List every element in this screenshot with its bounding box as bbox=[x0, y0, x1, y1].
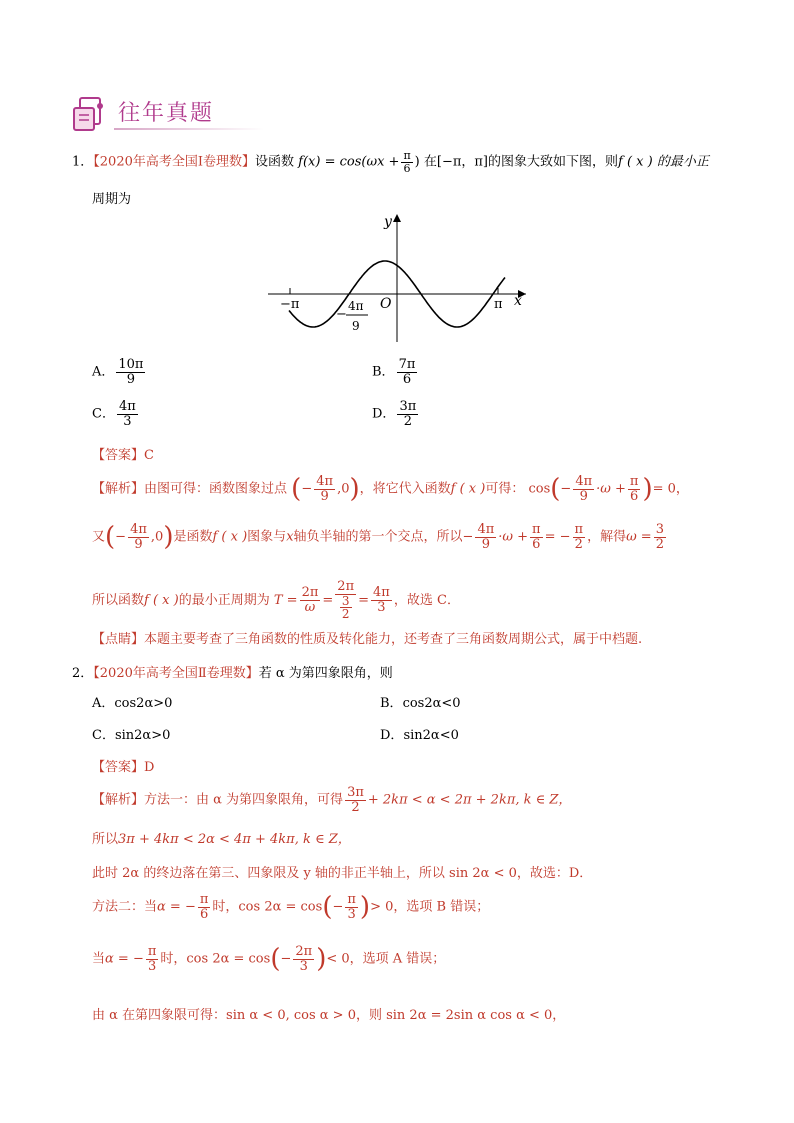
pi-label: π bbox=[494, 297, 503, 312]
opt-letter: B． bbox=[380, 696, 403, 711]
m5-pre: 当 bbox=[92, 951, 106, 967]
origin-label: O bbox=[380, 296, 392, 312]
q1-option-d[interactable] bbox=[372, 400, 420, 428]
opt-letter: B． bbox=[372, 364, 395, 380]
answer-tag: 【答案】 bbox=[92, 448, 145, 463]
opt-num: 7π bbox=[398, 357, 416, 372]
m4-mid: 时，cos 2α = cos bbox=[212, 899, 323, 915]
answer-value: D bbox=[144, 760, 155, 775]
q1-analysis-line1: 【解析】由图可得：函数图象过点 (− $\frac{4\pi}{9}$ ,0)，将它代入函数f ( x )可得： cos(− $\frac{4\pi}{9}$ ·ω + $\frac{\pi}{6}$ )= 0， bbox=[92, 473, 689, 504]
q2-stem-text: 若 α 为第四象限角，则 bbox=[258, 666, 393, 681]
opt-den: 9 bbox=[126, 371, 136, 387]
q2-option-c[interactable] bbox=[92, 724, 170, 743]
q1-comment bbox=[92, 628, 642, 647]
zero-sign: − bbox=[336, 307, 347, 322]
a2: ，将它代入函数 bbox=[359, 481, 451, 497]
a4: 可得： bbox=[485, 481, 525, 497]
opt-letter: D． bbox=[380, 728, 404, 743]
q1-stem-c: f ( x ) 的最小正 bbox=[618, 154, 709, 170]
analysis-tag: 【解析】 bbox=[92, 792, 145, 808]
x-label: x bbox=[514, 293, 522, 309]
q1-analysis-line2: 又(− $\frac{4\pi}{9}$ ,0)是函数f ( x )图象与x轴负半轴的第一个交点，所以− $\frac{4\pi}{9}$ ·ω + $\frac{\pi}{6}$ = − $\frac{\pi}{2}$ ，解得ω = $\frac{3}{2}$ bbox=[92, 521, 664, 552]
q2-method1-line3: 此时 2α 的终边落在第三、四象限及 y 轴的非正半轴上，所以 sin 2α < 0，故选：D． bbox=[92, 866, 593, 881]
q2-method2-line2: 当α = − $\frac{\pi}{3}$ 时，cos 2α = cos(− $\frac{2\pi}{3}$ )< 0，选项 A 错误； bbox=[92, 943, 446, 974]
c2: f ( x ) bbox=[144, 592, 179, 608]
b5: x bbox=[286, 529, 294, 545]
comment-tag: 【点睛】 bbox=[92, 632, 145, 647]
q1-option-c[interactable] bbox=[92, 400, 140, 428]
zero-num: 4π bbox=[348, 299, 364, 313]
opt-text: cos2α>0 bbox=[114, 696, 173, 711]
q1-analysis-line3: 所以函数f ( x )的最小正周期为 T = $\frac{2\pi}{\omega}$ = $\frac{2\pi}{\frac{3}{2}}$ = $\frac{4\pi}{3}$ ，故选 C． bbox=[92, 579, 460, 622]
section-underline bbox=[114, 128, 264, 130]
q2-method1-line1: 【解析】方法一：由 α 为第四象限角，可得 $\frac{3\pi}{2}$ + 2kπ < α < 2π + 2kπ, k ∈ Z， bbox=[92, 785, 572, 815]
c1: 所以函数 bbox=[92, 592, 145, 608]
q1-stem-a: 设函数 bbox=[255, 154, 295, 170]
opt-num: 3π bbox=[399, 399, 417, 414]
opt-text: sin2α>0 bbox=[114, 728, 171, 743]
section-header bbox=[70, 92, 240, 136]
b6: 轴负半轴的第一个交点，所以 bbox=[293, 529, 463, 545]
m2-pre: 所以 bbox=[92, 832, 119, 847]
q2-method2-line1: 方法二：当α = − $\frac{\pi}{6}$ 时，cos 2α = cos(− $\frac{\pi}{3}$ )> 0，选项 B 错误； bbox=[92, 891, 490, 922]
opt-den: 2 bbox=[403, 413, 412, 429]
opt-letter: C． bbox=[92, 728, 115, 743]
q1-stem-func: f(x) = cos(ωx + bbox=[298, 154, 400, 170]
exam-paper-icon bbox=[70, 94, 110, 134]
b4: 图象与 bbox=[247, 529, 287, 545]
m4-pre: 方法二：当 bbox=[92, 899, 158, 915]
q2-source: 【2020年高考全国Ⅱ卷理数】 bbox=[93, 666, 259, 681]
opt-text: sin2α<0 bbox=[403, 728, 459, 743]
q2-stem bbox=[72, 662, 393, 681]
answer-value: C bbox=[144, 448, 154, 463]
opt-num: 4π bbox=[118, 399, 136, 414]
q2-method1-line2 bbox=[92, 828, 351, 847]
y-label: y bbox=[384, 214, 392, 230]
q2-option-b[interactable] bbox=[380, 692, 461, 711]
q2-option-d[interactable] bbox=[380, 724, 459, 743]
c4: ，故选 C． bbox=[393, 592, 460, 608]
m1-eq: + 2kπ < α < 2π + 2kπ, k ∈ Z， bbox=[367, 792, 572, 808]
comment-text: 本题主要考查了三角函数的性质及转化能力，还考查了三角函数周期公式，属于中档题. bbox=[144, 632, 643, 647]
q1-stem-d: 周期为 bbox=[92, 192, 132, 207]
b2: 是函数 bbox=[173, 529, 213, 545]
b3: f ( x ) bbox=[212, 529, 248, 545]
q1-stem-six: 6 bbox=[403, 161, 411, 175]
opt-letter: D． bbox=[372, 406, 396, 422]
analysis-tag: 【解析】 bbox=[92, 481, 145, 497]
m2-eq: 3π + 4kπ < 2α < 4π + 4kπ, k ∈ Z， bbox=[118, 832, 351, 847]
q1-source: 【2020年高考全国Ⅰ卷理数】 bbox=[93, 154, 256, 170]
zero-den: 9 bbox=[352, 319, 360, 333]
opt-den: 6 bbox=[402, 371, 412, 387]
q1-stem-pi: π bbox=[403, 149, 411, 162]
y-axis-arrow bbox=[393, 214, 401, 222]
opt-letter: A． bbox=[92, 364, 115, 380]
a1: 由图可得：函数图象过点 bbox=[144, 481, 288, 497]
opt-text: cos2α<0 bbox=[402, 696, 461, 711]
opt-num: 10π bbox=[118, 357, 144, 372]
q2-option-a[interactable] bbox=[92, 692, 172, 711]
m4-post: > 0，选项 B 错误； bbox=[370, 899, 490, 915]
q1-stem-b: ) 在[−π，π]的图象大致如下图，则 bbox=[414, 154, 619, 170]
opt-letter: C． bbox=[92, 406, 115, 422]
q1-answer bbox=[92, 444, 154, 463]
q1-number: 1． bbox=[72, 154, 94, 170]
b1: 又 bbox=[92, 529, 106, 545]
q2-number: 2． bbox=[72, 666, 94, 681]
a5: = 0， bbox=[652, 481, 689, 497]
m5-mid: 时，cos 2α = cos bbox=[160, 951, 271, 967]
m1: 方法一：由 α 为第四象限角，可得 bbox=[144, 792, 344, 808]
q2-answer bbox=[92, 756, 154, 775]
q2-method2-line3: 由 α 在第四象限可得：sin α < 0, cos α > 0，则 sin 2α = 2sin α cos α < 0， bbox=[92, 1008, 566, 1023]
q1-option-b[interactable] bbox=[372, 358, 419, 386]
q1-graph bbox=[264, 210, 534, 350]
answer-tag: 【答案】 bbox=[92, 760, 145, 775]
opt-den: 3 bbox=[123, 413, 132, 429]
b7: ，解得 bbox=[587, 529, 627, 545]
m5-post: < 0，选项 A 错误； bbox=[326, 951, 446, 967]
q1-stem bbox=[72, 150, 709, 174]
c3: 的最小正周期为 bbox=[178, 592, 270, 608]
section-title: 往年真题 bbox=[118, 101, 215, 126]
neg-pi-label: −π bbox=[280, 297, 300, 312]
q1-option-a[interactable] bbox=[92, 358, 147, 386]
opt-letter: A． bbox=[92, 696, 115, 711]
a3: f ( x ) bbox=[450, 481, 486, 497]
